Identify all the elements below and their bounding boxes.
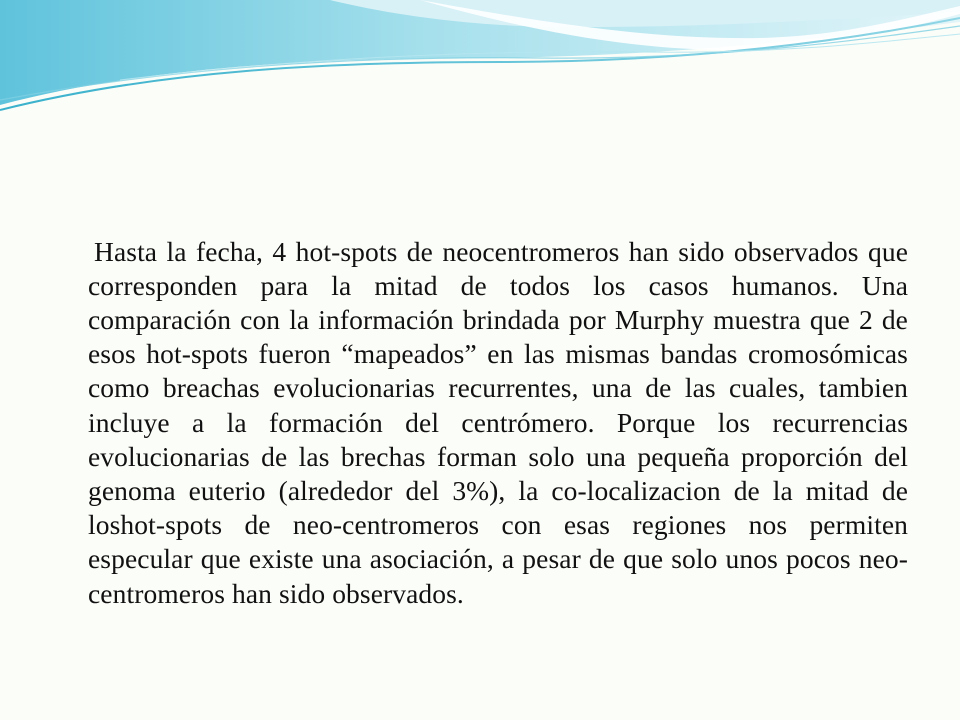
header-wave-decoration: [0, 0, 960, 140]
body-paragraph: Hasta la fecha, 4 hot-spots de neocentromeros han sido observados que corresponden para la mitad de todos los casos humanos. Una comparación con la información brindada por Murphy muestra que 2 de esos hot-spots fueron “mapeados” en las mismas bandas cromosómicas como breachas evolucionarias recurrentes, una de las cuales, tambien incluye a la formación del centrómero. Porque los recurrencias evolucionarias de las brechas forman solo una pequeña proporción del genoma euterio (alrededor del 3%), la co-localizacion de la mitad de loshot-spots de neo-centromeros con esas regiones nos permiten especular que existe una asociación, a pesar de que solo unos pocos neo-centromeros han sido observados.: [88, 235, 908, 609]
